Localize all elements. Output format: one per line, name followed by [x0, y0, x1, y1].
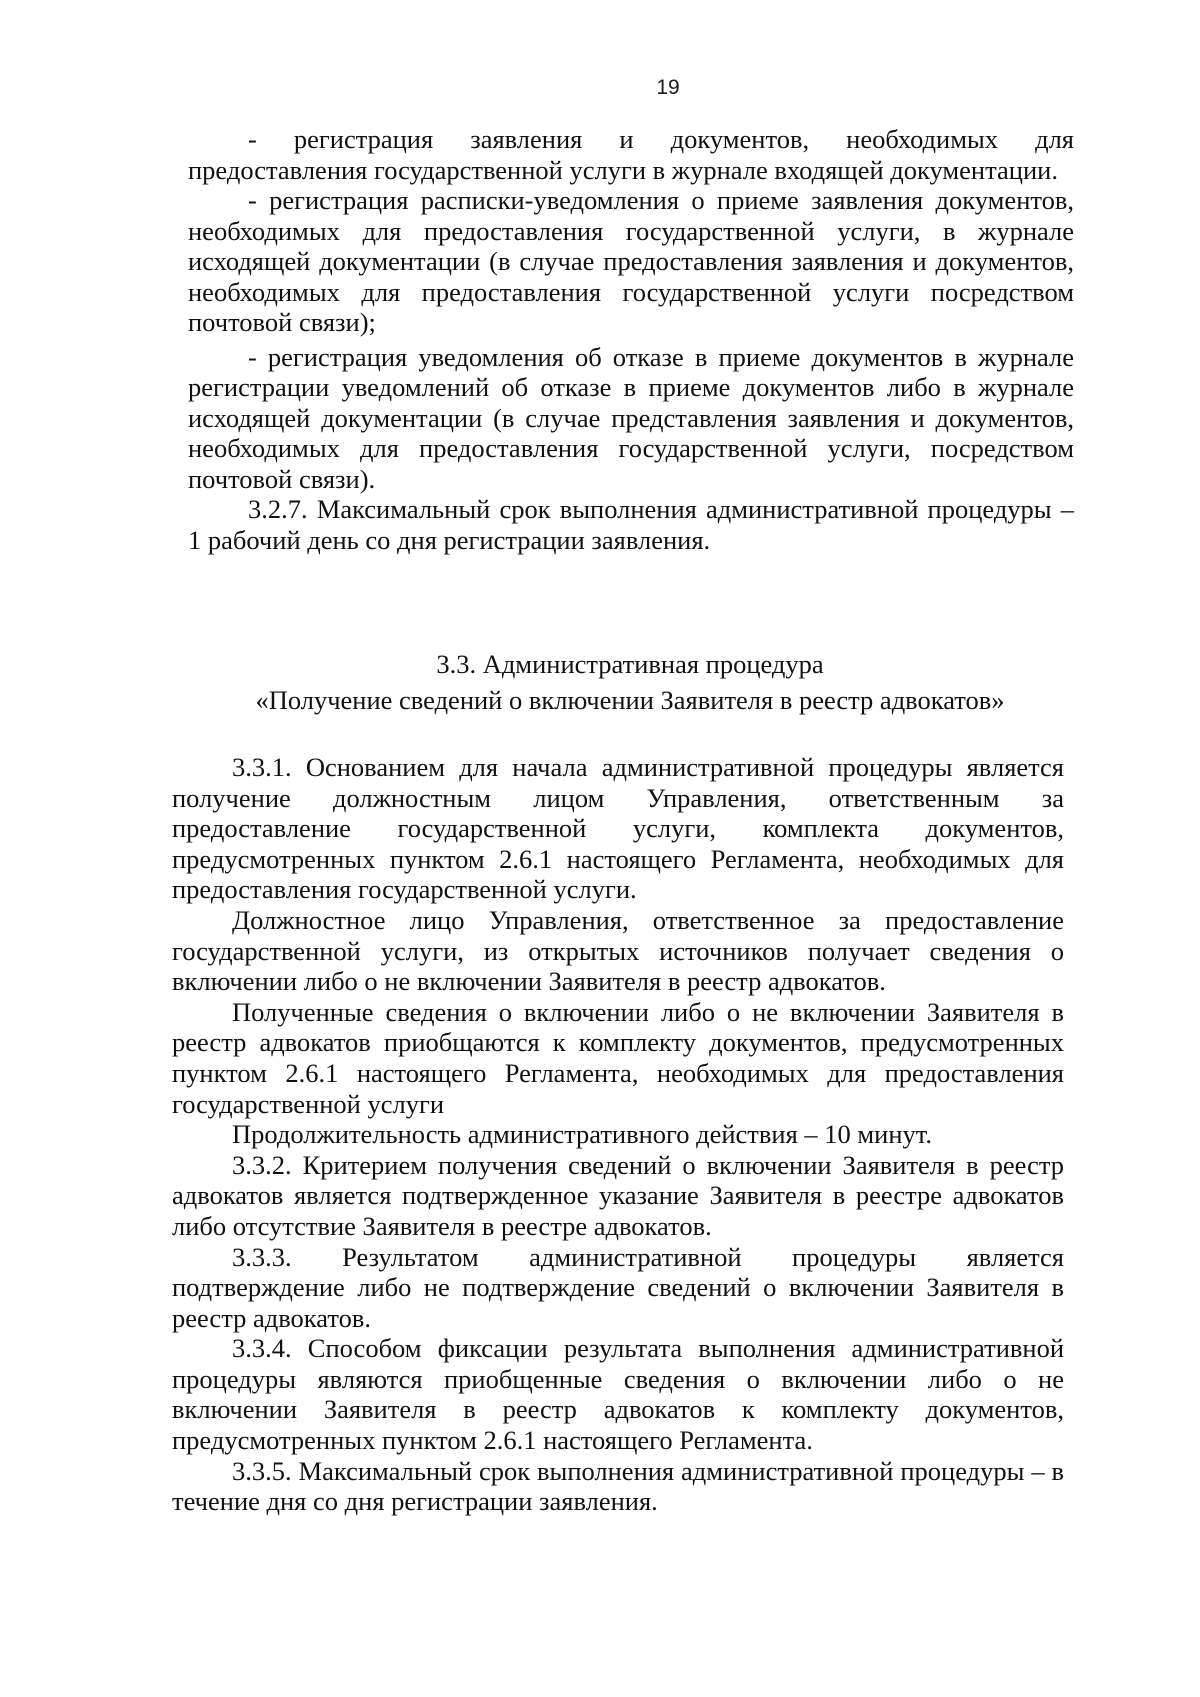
paragraph: Полученные сведения о включении либо о не включении Заявителя в реестр адвокатов приобщаются к комплекту документов, предусмотренных пунктом 2.6.1 настоящего Регламента, необходимых для предоставления государственной услуги: [172, 996, 1064, 1119]
paragraph: 3.2.7. Максимальный срок выполнения административной процедуры – 1 рабочий день со дня регистрации заявления.: [188, 494, 1074, 555]
paragraph: 3.3.4. Способом фиксации результата выполнения административной процедуры являются приобщенные сведения о включении либо о не включении Заявителя в реестр адвокатов к комплекту документов, предусмотренных пунктом 2.6.1 настоящего Регламента.: [172, 1333, 1064, 1456]
paragraph: 3.3.1. Основанием для начала административной процедуры является получение должностным лицом Управления, ответственным за предоставление государственной услуги, комплекта документов, предусмотренных пунктом 2.6.1 настоящего Регламента, необходимых для предоставления государственной услуги.: [172, 752, 1064, 905]
section-b-text: [172, 752, 1064, 1517]
paragraph: Должностное лицо Управления, ответственное за предоставление государственной услуги, из открытых источников получает сведения о включении либо о не включении Заявителя в реестр адвокатов.: [172, 904, 1064, 997]
heading-line-1: 3.3. Административная процедура: [436, 649, 824, 679]
paragraph: - регистрация расписки-уведомления о приеме заявления документов, необходимых для предоставления государственной услуги, в журнале исходящей документации (в случае предоставления заявления и документов, необходимых для предоставления государственной услуги посредством почтовой связи);: [188, 185, 1074, 337]
paragraph: 3.3.5. Максимальный срок выполнения административной процедуры – в течение дня со дня регистрации заявления.: [172, 1455, 1064, 1517]
page-number: 19: [656, 76, 680, 99]
paragraph: 3.3.3. Результатом административной процедуры является подтверждение либо не подтверждение сведений о включении Заявителя в реестр адвокатов.: [172, 1241, 1064, 1333]
paragraph: 3.3.2. Критерием получения сведений о включении Заявителя в реестр адвокатов является подтвержденное указание Заявителя в реестре адвокатов либо отсутствие Заявителя в реестре адвокатов.: [172, 1149, 1064, 1241]
paragraph: - регистрация заявления и документов, необходимых для предоставления государственной услуги в журнале входящей документации.: [188, 124, 1074, 185]
paragraph: Продолжительность административного действия – 10 минут.: [232, 1119, 932, 1150]
section-heading: [180, 646, 1080, 718]
heading-line-2: «Получение сведений о включении Заявителя в реестр адвокатов»: [255, 685, 1005, 715]
section-a-text: [188, 124, 1074, 555]
paragraph: - регистрация уведомления об отказе в приеме документов в журнале регистрации уведомлений об отказе в приеме документов либо в журнале исходящей документации (в случае представления заявления и документов, необходимых для предоставления государственной услуги, посредством почтовой связи).: [188, 341, 1074, 494]
